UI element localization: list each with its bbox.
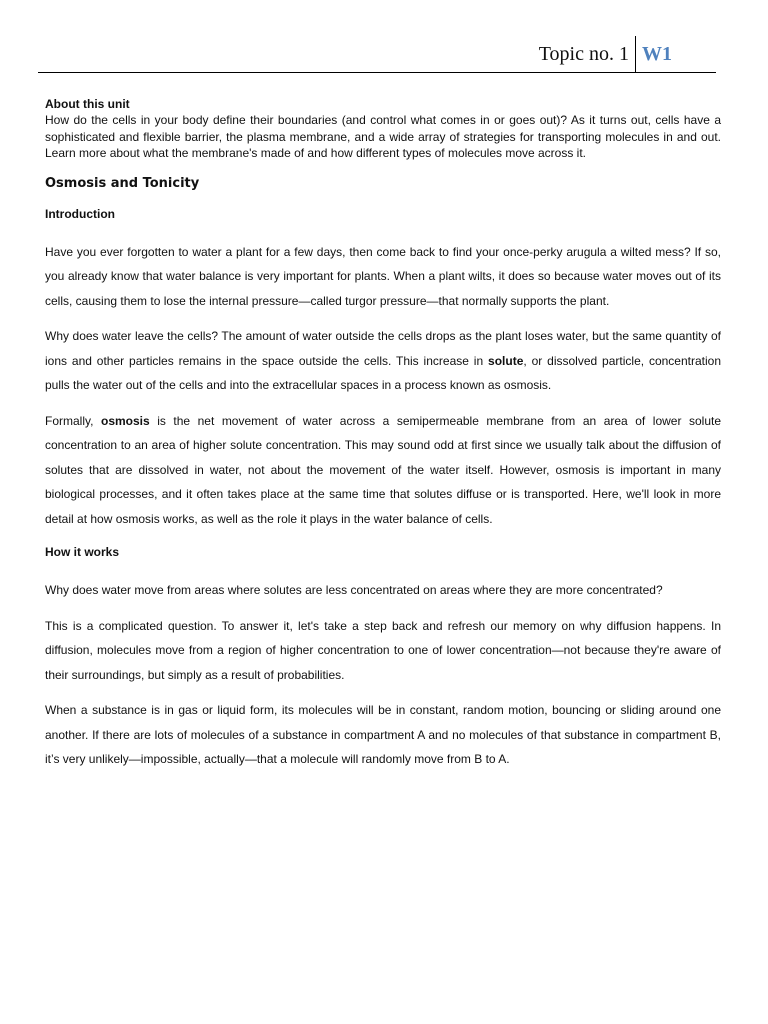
paragraph-text: Formally, [45,413,101,428]
term-osmosis: osmosis [100,413,150,428]
introduction-heading: Introduction [45,206,115,221]
about-unit-text: How do the cells in your body define their boundaries (and control what comes in or goes out)? As it turns out, cells have a sophisticated and flexible barrier, the plasma membrane, and a wide array of strategies for transporting molecules in and out. Learn more about what the membrane's made of and how different types of molecules move across it. [45,113,721,160]
term-solute: solute [488,353,524,368]
header-topic-block [539,36,672,72]
page-header [38,36,716,73]
paragraph-text: , or dissolved particle, concentration pulls the water out of the cells and into the extracellular spaces in a process known as osmosis. [45,353,722,392]
how-paragraph-3: When a substance is in gas or liquid form, its molecules will be in constant, random motion, bouncing or sliding around one another. If there are lots of molecules of a substance in compartment A and no molecules of that substance in compartment B, it’s very unlikely—impossible, actually—that a molecule will randomly move from B to A. [45,703,721,766]
how-it-works-heading: How it works [45,545,120,559]
paragraph-text: Why does water leave the cells? The amount of water outside the cells drops as the plant loses water, but the same quantity of ions and other particles remains in the space outside the cells. This increase in [45,329,721,368]
document-body [45,96,721,772]
intro-paragraph-1: Have you ever forgotten to water a plant for a few days, then come back to find your once-perky arugula a wilted mess? If so, you already know that water balance is very important for plants. When a plant wilts, it does so because water moves out of its cells, causing them to lose the internal pressure—called turgor pressure—that normally supports the plant. [45,244,721,308]
intro-paragraph-2 [45,324,721,398]
paragraph-text: is the net movement of water across a semipermeable membrane from an area of lower solute concentration to an area of higher solute concentration. This may sound odd at first since we usually talk about the diffusion of solutes that are dissolved in water, not about the movement of the water itself. However, osmosis is important in many biological processes, and it often takes place at the same time that solutes diffuse or is transported. Here, we'll look in more detail at how osmosis works, as well as the role it plays in the water balance of cells. [45,413,722,526]
intro-paragraph-3 [45,409,721,532]
section-title: Osmosis and Tonicity [45,175,200,191]
how-paragraph-1: Why does water move from areas where solutes are less concentrated on areas where they are more concentrated? [45,583,663,597]
about-unit-heading: About this unit [45,97,130,111]
how-paragraph-2: This is a complicated question. To answer it, let's take a step back and refresh our memory on why diffusion happens. In diffusion, molecules move from a region of higher concentration to one of lower concentration—not because they're aware of their surroundings, but simply as a result of probabilities. [45,618,721,682]
week-tag: W1 [642,43,672,65]
topic-title: Topic no. 1 [538,43,629,65]
